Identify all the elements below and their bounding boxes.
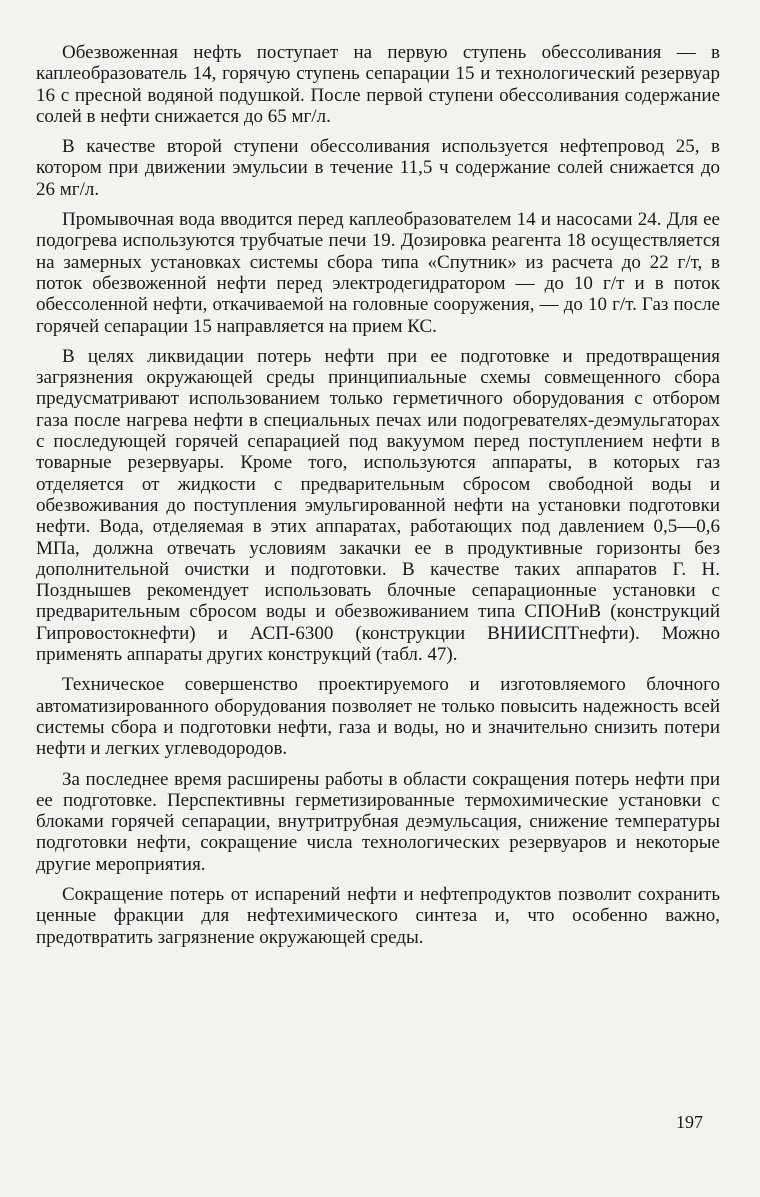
paragraph-recent-work: За последнее время расширены работы в области сокращения потерь нефти при ее подготовке. Перспективны герметизированные термохимические установки с блоками горячей сепарации, внутритрубная деэмульсация, снижение температуры подготовки нефти, сокращение числа технологических резервуаров и некоторые другие мероприятия. — [36, 768, 720, 875]
page-number: 197 — [676, 1112, 703, 1132]
paragraph-loss-prevention: В целях ликвидации потерь нефти при ее подготовке и предотвращения загрязнения окружающей среды принципиальные схемы совмещенного сбора предусматривают использованием только герметичного оборудования с отбором газа после нагрева нефти в специальных печах или подогревателях-деэмульгаторах с последующей горячей сепарацией под вакуумом перед поступлением нефти в товарные резервуары. Кроме того, используются аппараты, в которых газ отделяется от жидкости с предварительным сбросом свободной воды и обезвоживания до поступления эмульгированной нефти на установки подготовки нефти. Вода, отделяемая в этих аппаратах, работающих под давлением 0,5—0,6 МПа, должна отвечать условиям закачки ее в продуктивные горизонты без дополнительной очистки и подготовки. В качестве таких аппаратов Г. Н. Позднышев рекомендует использовать блочные сепарационные установки с предварительным сбросом воды и обезвоживанием типа СПОНиВ (конструкций Гипровостокнефти) и АСП-6300 (конструкции ВНИИСПТнефти). Можно применять аппараты других конструкций (табл. 47). — [36, 345, 720, 666]
paragraph-wash-water: Промывочная вода вводится перед каплеобразователем 14 и насосами 24. Для ее подогрева используются трубчатые печи 19. Дозировка реагента 18 осуществляется на замерных установках системы сбора типа «Спутник» из расчета до 22 г/т, в поток обезвоженной нефти перед электродегидратором — до 10 г/т и в поток обессоленной нефти, откачиваемой на головные сооружения, — до 10 г/т. Газ после горячей сепарации 15 направляется на прием КС. — [36, 209, 720, 337]
paragraph-first-stage-desalting: Обезвоженная нефть поступает на первую ступень обессоливания — в каплеобразователь 14, горячую ступень сепарации 15 и технологический резервуар 16 с пресной водяной подушкой. После первой ступени обессоливания содержание солей в нефти снижается до 65 мг/л. — [36, 42, 720, 127]
paragraph-technical-perfection: Техническое совершенство проектируемого и изготовляемого блочного автоматизированного оборудования позволяет не только повысить надежность всей системы сбора и подготовки нефти, газа и воды, но и значительно снизить потери нефти и легких углеводородов. — [36, 674, 720, 760]
paragraph-evaporation-losses: Сокращение потерь от испарений нефти и нефтепродуктов позволит сохранить ценные фракции для нефтехимического синтеза и, что особенно важно, предотвратить загрязнение окружающей среды. — [36, 883, 720, 948]
page-body — [36, 42, 720, 957]
paragraph-second-stage-desalting: В качестве второй ступени обессоливания используется нефтепровод 25, в котором при движении эмульсии в течение 11,5 ч содержание солей снижается до 26 мг/л. — [36, 136, 720, 200]
